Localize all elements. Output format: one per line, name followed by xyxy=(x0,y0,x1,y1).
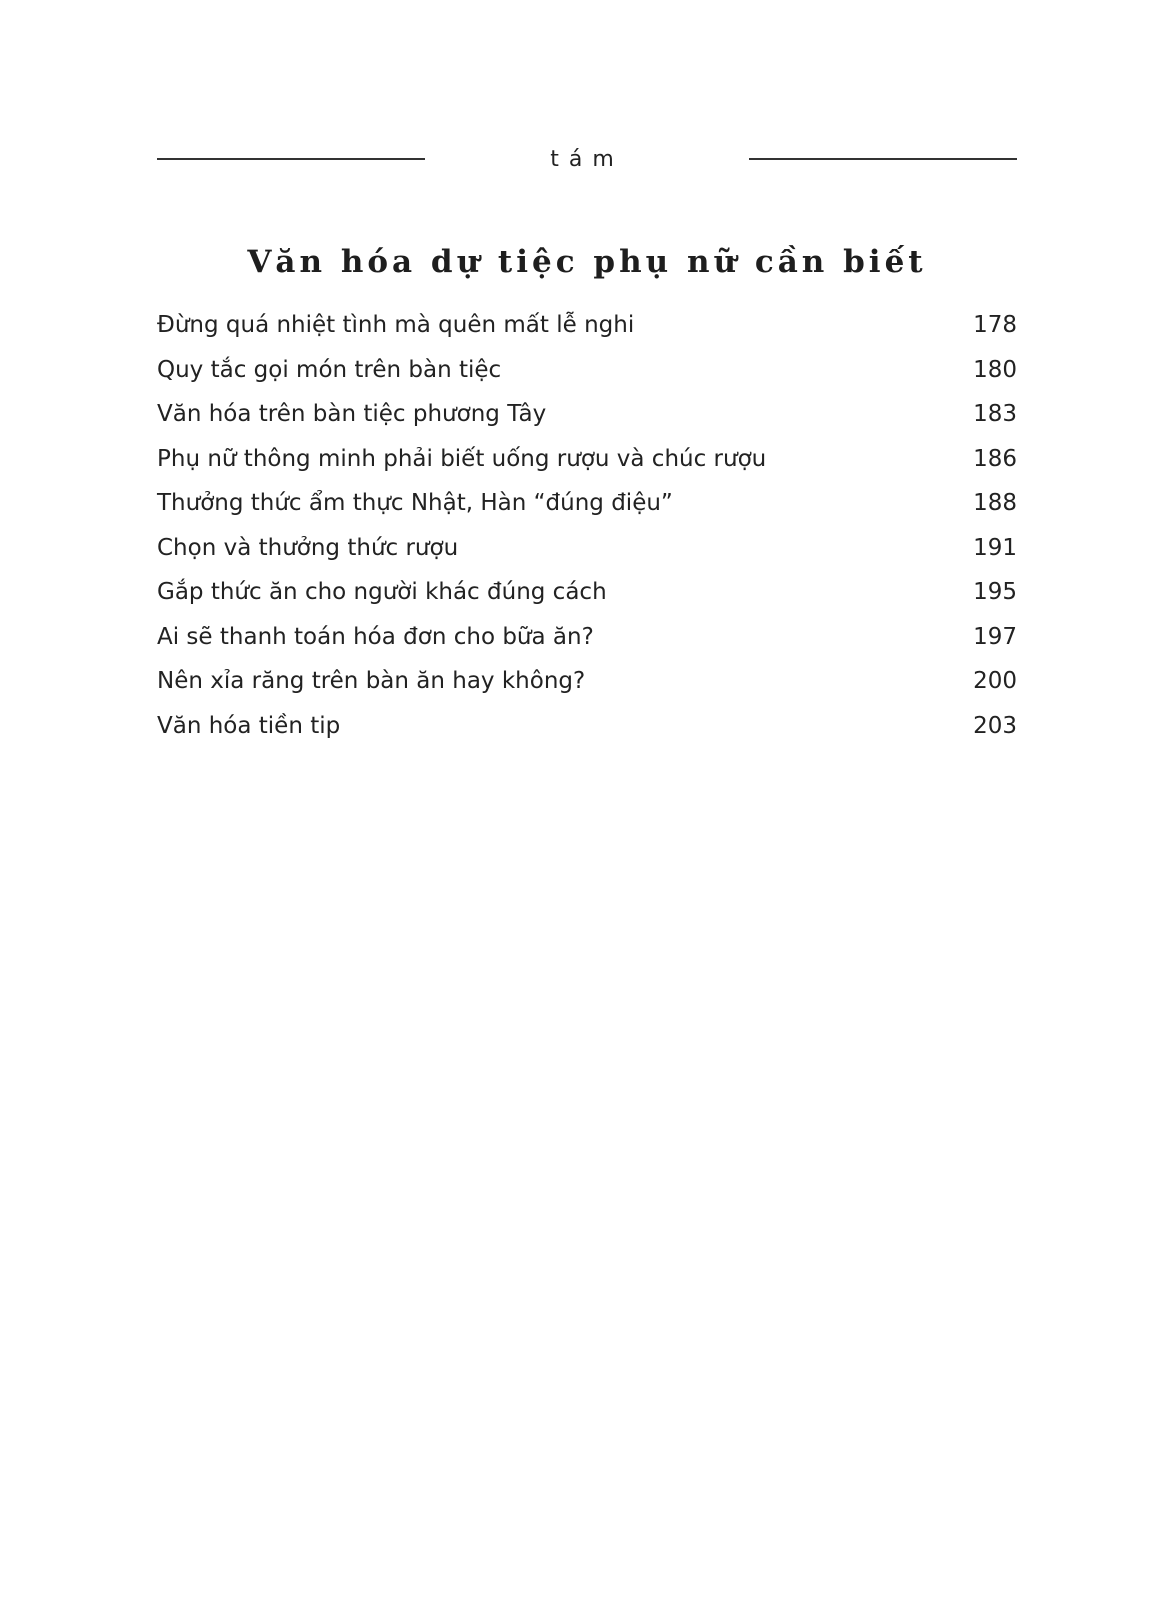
toc-entry-title: Đừng quá nhiệt tình mà quên mất lễ nghi xyxy=(157,312,635,338)
toc-entry-title: Nên xỉa răng trên bàn ăn hay không? xyxy=(157,668,586,694)
toc-entry xyxy=(157,392,1017,437)
toc-entry-title: Văn hóa tiền tip xyxy=(157,712,341,739)
header-rule-right xyxy=(749,158,1017,160)
chapter-title: Văn hóa dự tiệc phụ nữ cần biết xyxy=(247,243,927,280)
toc-entry xyxy=(157,526,1017,571)
toc-entry-page: 195 xyxy=(973,579,1017,605)
toc-entry xyxy=(157,348,1017,393)
toc-entry-page: 183 xyxy=(973,401,1017,427)
toc-entry-title: Văn hóa trên bàn tiệc phương Tây xyxy=(157,401,547,427)
toc-entry xyxy=(157,615,1017,660)
toc-entry-title: Quy tắc gọi món trên bàn tiệc xyxy=(157,356,502,383)
toc-entry xyxy=(157,437,1017,482)
toc-entry-page: 197 xyxy=(973,623,1017,650)
chapter-number-label: tám xyxy=(550,147,624,172)
chapter-header xyxy=(157,140,1017,180)
toc-entry-page: 203 xyxy=(973,712,1017,739)
toc-entry-page: 188 xyxy=(973,490,1017,516)
toc-entry xyxy=(157,659,1017,704)
toc-entry-title: Chọn và thưởng thức rượu xyxy=(157,534,459,561)
toc-entry-title: Phụ nữ thông minh phải biết uống rượu và chúc rượu xyxy=(157,445,767,472)
toc-entry xyxy=(157,303,1017,348)
toc-entry-title: Gắp thức ăn cho người khác đúng cách xyxy=(157,579,607,605)
toc-entry xyxy=(157,704,1017,749)
toc-entry xyxy=(157,481,1017,526)
toc-entry-page: 178 xyxy=(973,312,1017,338)
toc-entry-title: Ai sẽ thanh toán hóa đơn cho bữa ăn? xyxy=(157,623,594,650)
toc-entry-page: 200 xyxy=(973,668,1017,694)
toc-entry-page: 186 xyxy=(973,445,1017,472)
table-of-contents xyxy=(157,303,1017,748)
toc-entry-title: Thưởng thức ẩm thực Nhật, Hàn “đúng điệu” xyxy=(157,490,673,516)
toc-entry-page: 180 xyxy=(973,356,1017,383)
toc-entry-page: 191 xyxy=(973,534,1017,561)
toc-entry xyxy=(157,570,1017,615)
